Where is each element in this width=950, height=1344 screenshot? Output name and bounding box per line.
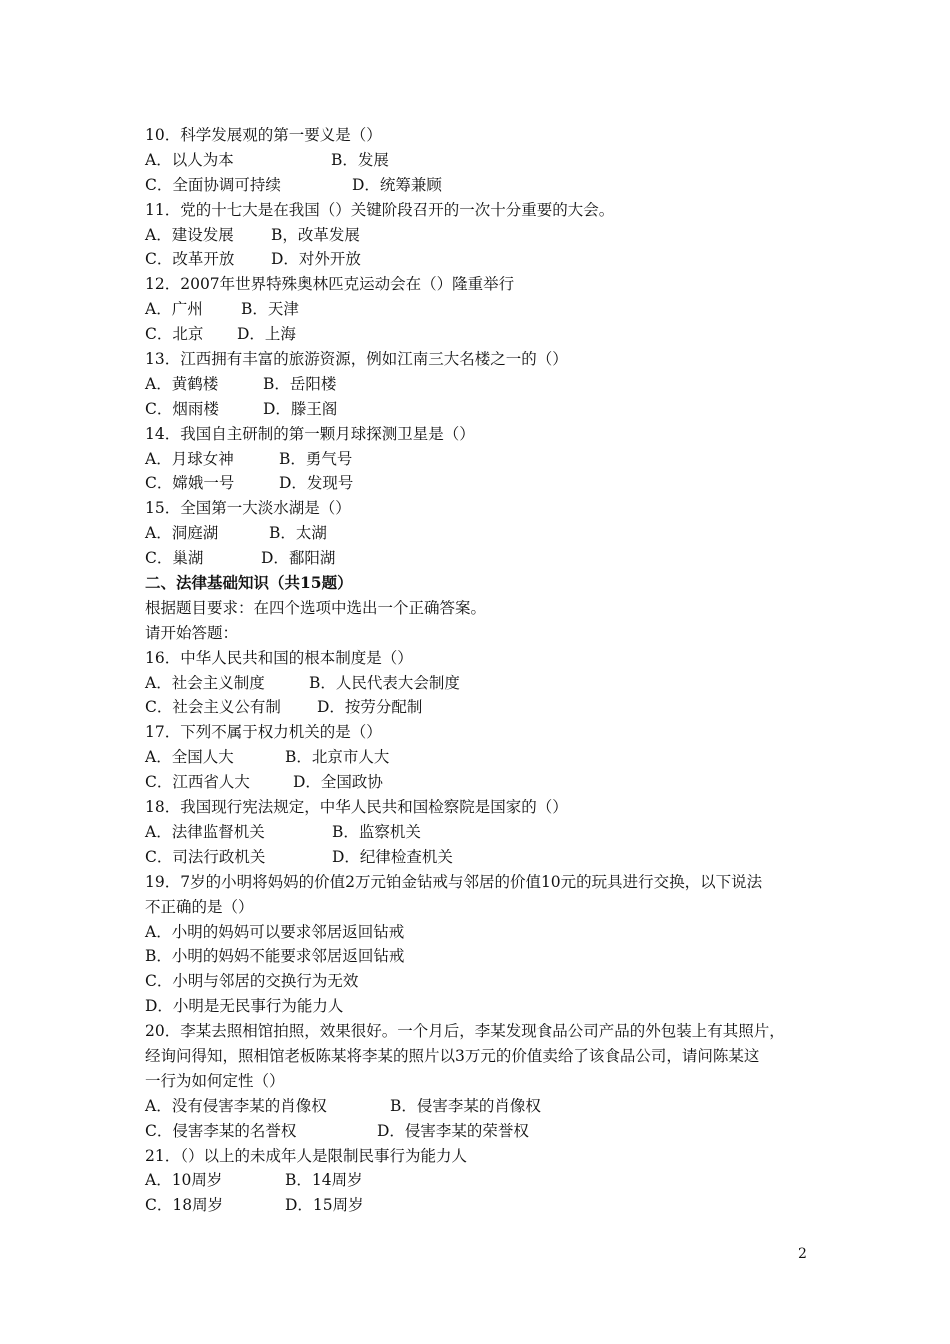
option-item: B，改革发展 (271, 225, 360, 244)
option-row (145, 471, 815, 496)
option-item: D．纪律检查机关 (332, 847, 453, 866)
question-item (145, 347, 815, 422)
option-row (145, 1168, 815, 1193)
question-item (145, 646, 815, 721)
option-item: D．15周岁 (285, 1196, 364, 1215)
option-item: B．侵害李某的肖像权 (390, 1096, 541, 1115)
question-text: 10．科学发展观的第一要义是（） (145, 126, 382, 144)
option-row (145, 173, 815, 198)
option-item: A．以人为本 (145, 150, 234, 169)
option-row (145, 322, 815, 347)
option-row (145, 671, 815, 696)
question-item (145, 795, 815, 870)
option-row (145, 745, 815, 770)
option-item: B．北京市人大 (285, 748, 390, 767)
option-item: A．广州 (145, 300, 203, 319)
option-row (145, 845, 815, 870)
option-item: C．18周岁 (145, 1196, 224, 1215)
option-b: B．小明的妈妈不能要求邻居返回钻戒 (145, 947, 405, 966)
option-item: A．全国人大 (145, 748, 234, 767)
option-item: D．全国政协 (293, 773, 383, 792)
question-block-current-affairs (145, 123, 815, 571)
option-item: C．司法行政机关 (145, 847, 266, 866)
option-item: A．10周岁 (145, 1171, 223, 1190)
question-text: 14．我国自主研制的第一颗月球探测卫星是（） (145, 424, 475, 443)
question-text: 一行为如何定性（） (145, 1071, 285, 1090)
section-heading: 二、法律基础知识（共15题） (145, 573, 353, 593)
question-item (145, 720, 815, 795)
option-item: D．统筹兼顾 (352, 175, 442, 194)
option-row (145, 770, 815, 795)
option-item: D．发现号 (279, 474, 354, 493)
question-text: 15．全国第一大淡水湖是（） (145, 499, 351, 518)
option-item: A．黄鹤楼 (145, 374, 219, 393)
option-c: C．小明与邻居的交换行为无效 (145, 972, 359, 991)
option-row (145, 223, 815, 248)
question-text: 13．江西拥有丰富的旅游资源，例如江南三大名楼之一的（） (145, 350, 568, 369)
option-item: D．鄱阳湖 (261, 549, 336, 568)
option-item: D．按劳分配制 (317, 698, 423, 717)
option-item: C．巢湖 (145, 549, 204, 568)
option-row (145, 695, 815, 720)
question-text: 21．（）以上的未成年人是限制民事行为能力人 (145, 1146, 467, 1165)
section-instruction: 根据题目要求：在四个选项中选出一个正确答案。 (145, 598, 487, 617)
option-item: A．社会主义制度 (145, 673, 265, 692)
question-text: 18．我国现行宪法规定，中华人民共和国检察院是国家的（） (145, 798, 568, 817)
option-row (145, 1094, 815, 1119)
option-item: D．对外开放 (271, 250, 361, 269)
option-item: B．岳阳楼 (263, 374, 337, 393)
option-item: C．侵害李某的名誉权 (145, 1121, 297, 1140)
option-item: C．江西省人大 (145, 773, 250, 792)
question-text: 16．中华人民共和国的根本制度是（） (145, 648, 413, 667)
option-row (145, 148, 815, 173)
option-item: D．上海 (237, 325, 296, 344)
question-text: 19．7岁的小明将妈妈的价值2万元铂金钻戒与邻居的价值10元的玩具进行交换，以下说法 (145, 872, 763, 891)
option-item: C．社会主义公有制 (145, 698, 281, 717)
option-item: C．烟雨楼 (145, 399, 219, 418)
question-20 (145, 1019, 815, 1143)
page-number: 2 (798, 1246, 807, 1262)
option-item: B．太湖 (269, 524, 327, 543)
option-rows (145, 1094, 815, 1144)
option-item: A．法律监督机关 (145, 822, 265, 841)
option-item: A．月球女神 (145, 449, 234, 468)
option-row (145, 397, 815, 422)
option-row (145, 447, 815, 472)
document-body (145, 123, 815, 1218)
question-item (145, 422, 815, 497)
option-item: A．没有侵害李某的肖像权 (145, 1096, 327, 1115)
option-a: A．小明的妈妈可以要求邻居返回钻戒 (145, 922, 405, 941)
question-block-law (145, 646, 815, 870)
question-text: 不正确的是（） (145, 897, 254, 916)
option-item: A．洞庭湖 (145, 524, 219, 543)
question-text: 11．党的十七大是在我国（）关键阶段召开的一次十分重要的大会。 (145, 200, 615, 219)
question-text: 12．2007年世界特殊奥林匹克运动会在（）隆重举行 (145, 275, 515, 294)
option-row (145, 1193, 815, 1218)
option-rows (145, 1168, 815, 1218)
question-text: 经询问得知，照相馆老板陈某将李某的照片以3万元的价值卖给了该食品公司，请问陈某这 (145, 1046, 760, 1065)
option-item: D．滕王阁 (263, 399, 338, 418)
option-item: C．北京 (145, 325, 204, 344)
question-text: 17．下列不属于权力机关的是（） (145, 723, 382, 742)
section-start-prompt: 请开始答题： (145, 623, 239, 642)
question-21 (145, 1144, 815, 1219)
option-item: C．改革开放 (145, 250, 235, 269)
question-item (145, 123, 815, 198)
option-item: A．建设发展 (145, 225, 234, 244)
option-row (145, 546, 815, 571)
option-item: B．人民代表大会制度 (309, 673, 460, 692)
option-item: C．嫦娥一号 (145, 474, 235, 493)
option-item: B．天津 (241, 300, 299, 319)
question-text: 20．李某去照相馆拍照，效果很好。一个月后，李某发现食品公司产品的外包装上有其照片， (145, 1022, 785, 1041)
option-row (145, 247, 815, 272)
option-d: D．小明是无民事行为能力人 (145, 997, 344, 1016)
option-row (145, 1119, 815, 1144)
option-item: B．监察机关 (332, 822, 421, 841)
option-item: B．14周岁 (285, 1171, 363, 1190)
question-item (145, 198, 815, 273)
option-row (145, 297, 815, 322)
option-row (145, 372, 815, 397)
question-item (145, 496, 815, 571)
option-item: B．发展 (331, 150, 389, 169)
option-row (145, 820, 815, 845)
option-item: C．全面协调可持续 (145, 175, 281, 194)
option-item: B．勇气号 (279, 449, 353, 468)
option-item: D．侵害李某的荣誉权 (377, 1121, 529, 1140)
question-item (145, 272, 815, 347)
question-19 (145, 870, 815, 1019)
option-row (145, 521, 815, 546)
